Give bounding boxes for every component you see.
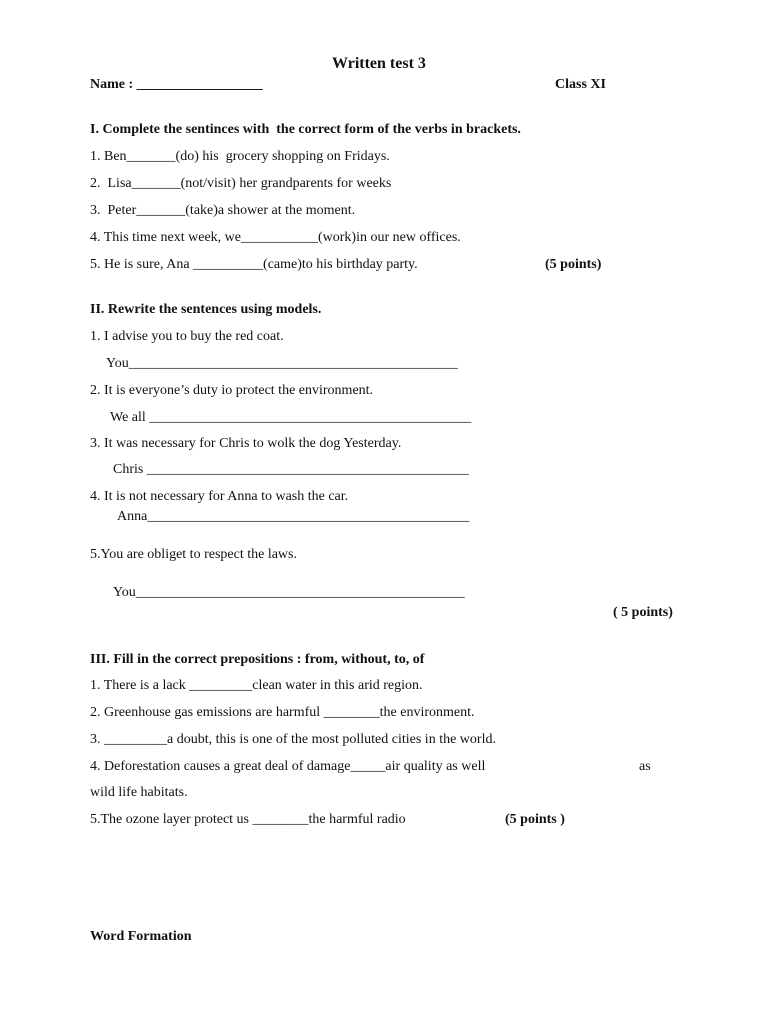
section3-item: 2. Greenhouse gas emissions are harmful ________the environment.	[90, 705, 475, 720]
section1-item: 4. This time next week, we___________(work)in our new offices.	[90, 230, 461, 245]
section2-sentence: 2. It is everyone’s duty io protect the environment.	[90, 383, 374, 398]
section2-answer-line: You_______________________________________________	[106, 356, 458, 371]
section3-item-continuation: wild life habitats.	[90, 785, 188, 800]
section1-item: 3. Peter_______(take)a shower at the moment.	[90, 203, 356, 218]
section2-sentence: 4. It is not necessary for Anna to wash the car.	[90, 489, 349, 504]
section2-answer-line: Chris ______________________________________________	[113, 462, 469, 477]
class-label: Class XI	[555, 77, 606, 92]
section2-heading: II. Rewrite the sentences using models.	[90, 302, 322, 317]
section4-heading: Word Formation	[90, 929, 192, 944]
section1-heading: I. Complete the sentinces with the correct form of the verbs in brackets.	[90, 122, 521, 137]
section1-points: (5 points)	[545, 257, 602, 272]
section2-answer-line: You_______________________________________________	[113, 585, 465, 600]
section2-sentence: 1. I advise you to buy the red coat.	[90, 329, 284, 344]
section1-item: 2. Lisa_______(not/visit) her grandparents for weeks	[90, 176, 392, 191]
section3-item-tail: as	[639, 759, 651, 774]
section1-item: 1. Ben_______(do) his grocery shopping on Fridays.	[90, 149, 390, 164]
section2-answer-line: Anna______________________________________________	[117, 509, 470, 524]
section3-points: (5 points )	[505, 812, 565, 827]
section3-heading: III. Fill in the correct prepositions : from, without, to, of	[90, 652, 425, 667]
section2-sentence: 3. It was necessary for Chris to wolk the dog Yesterday.	[90, 436, 402, 451]
section3-item: 4. Deforestation causes a great deal of damage_____air quality as well	[90, 759, 486, 774]
section2-sentence: 5.You are obliget to respect the laws.	[90, 547, 297, 562]
section3-item: 5.The ozone layer protect us ________the harmful radio	[90, 812, 406, 827]
page-title: Written test 3	[332, 55, 426, 72]
name-field: Name : __________________	[90, 77, 263, 92]
section3-item: 1. There is a lack _________clean water in this arid region.	[90, 678, 423, 693]
section1-item: 5. He is sure, Ana __________(came)to his birthday party.	[90, 257, 418, 272]
section2-answer-line: We all ______________________________________________	[110, 410, 472, 425]
section2-points: ( 5 points)	[613, 605, 673, 620]
section3-item: 3. _________a doubt, this is one of the most polluted cities in the world.	[90, 732, 496, 747]
